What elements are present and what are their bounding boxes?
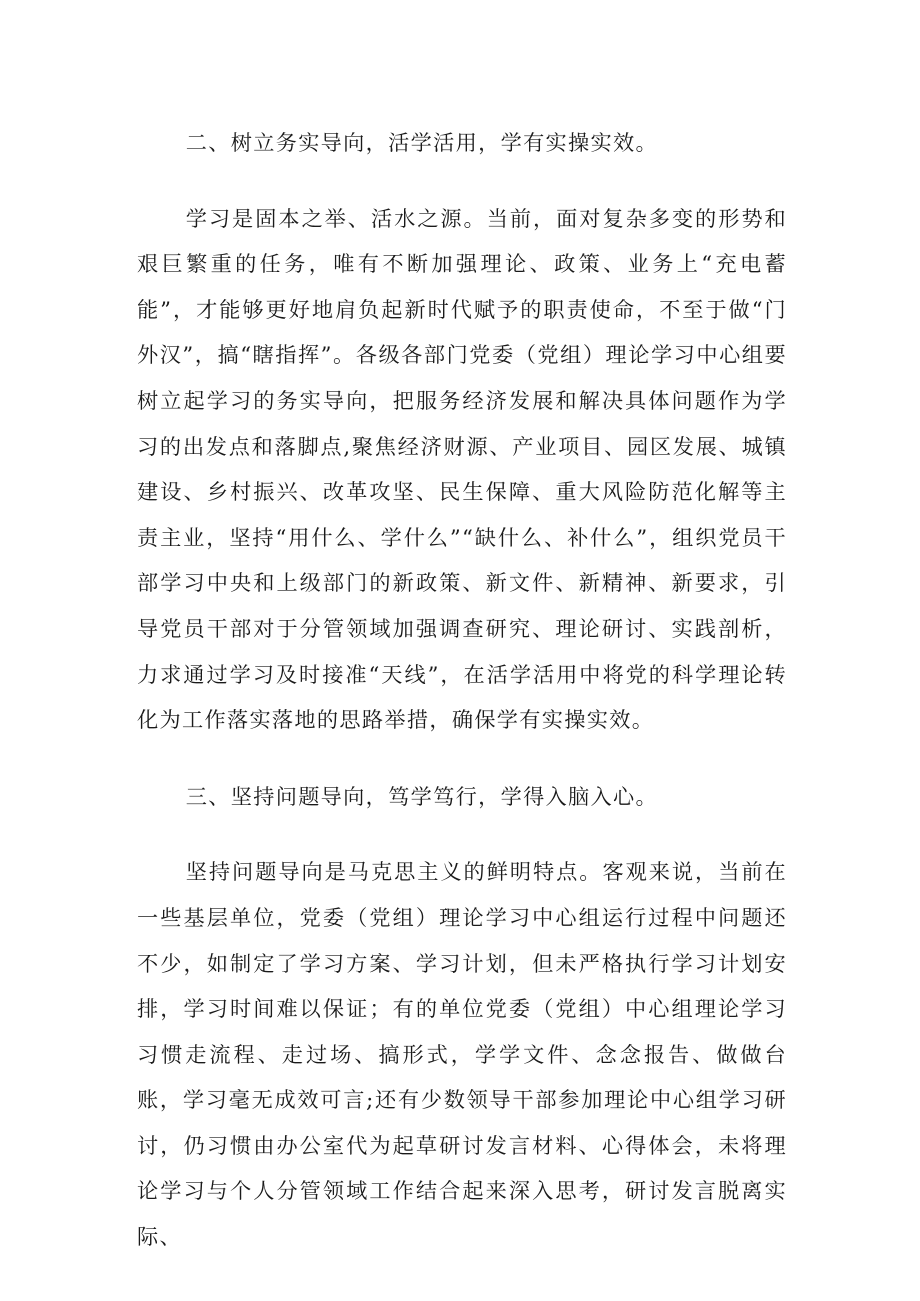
document-body (137, 120, 787, 1291)
section-2-heading: 二、树立务实导向，活学活用，学有实操实效。 (185, 130, 658, 155)
section-3-heading: 三、坚持问题导向，笃学笃行，学得入脑入心。 (185, 783, 658, 809)
section-2-paragraph: 学习是固本之举、活水之源。当前，面对复杂多变的形势和艰巨繁重的任务，唯有不断加强理论、政策、业务上“充电蓄能”，才能够更好地肩负起新时代赋予的职责使命，不至于做“门外汉”，搞“瞎指挥”。各级各部门党委（党组）理论学习中心组要树立起学习的务实导向，把服务经济发展和解决具体问题作为学习的出发点和落脚点,聚焦经济财源、产业项目、园区发展、城镇建设、乡村振兴、改革攻坚、民生保障、重大风险防范化解等主责主业，坚持“用什么、学什么”“缺什么、补什么”，组织党员干部学习中央和上级部门的新政策、新文件、新精神、新要求，引导党员干部对于分管领域加强调查研究、理论研讨、实践剖析，力求通过学习及时接准“天线”，在活学活用中将党的科学理论转化为工作落实落地的思路举措，确保学有实操实效。 (137, 205, 787, 733)
section-3-paragraph: 坚持问题导向是马克思主义的鲜明特点。客观来说，当前在一些基层单位，党委（党组）理论学习中心组运行过程中问题还不少，如制定了学习方案、学习计划，但未严格执行学习计划安排，学习时间难以保证；有的单位党委（党组）中心组理论学习习惯走流程、走过场、搞形式，学学文件、念念报告、做做台账，学习毫无成效可言;还有少数领导干部参加理论中心组学习研讨，仍习惯由办公室代为起草研讨发言材料、心得体会，未将理论学习与个人分管领域工作结合起来深入思考，研讨发言脱离实际、 (137, 859, 787, 1250)
